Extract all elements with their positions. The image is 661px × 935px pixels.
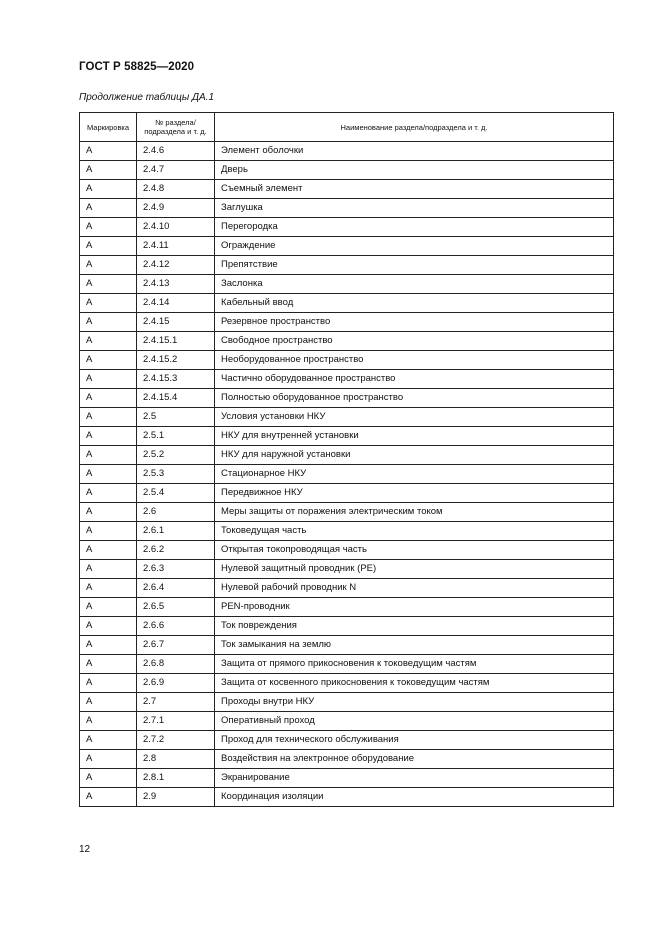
table-row (80, 655, 614, 674)
table-cell-marking: A (80, 313, 137, 332)
table-cell-marking: A (80, 617, 137, 636)
table-cell-section-number: 2.4.13 (137, 275, 215, 294)
table-cell-marking: A (80, 275, 137, 294)
table-cell-section-name: Съемный элемент (215, 180, 614, 199)
table-cell-section-number: 2.6.6 (137, 617, 215, 636)
table-cell-section-name: Элемент оболочки (215, 142, 614, 161)
table-cell-section-number: 2.6.1 (137, 522, 215, 541)
table-cell-section-name: PEN-проводник (215, 598, 614, 617)
table-cell-section-number: 2.5 (137, 408, 215, 427)
table-cell-section-name: Защита от косвенного прикосновения к токоведущим частям (215, 674, 614, 693)
table-cell-marking: A (80, 788, 137, 807)
table-row (80, 693, 614, 712)
table-cell-section-name: Частично оборудованное пространство (215, 370, 614, 389)
table-row (80, 275, 614, 294)
table-row (80, 560, 614, 579)
table-row (80, 256, 614, 275)
table-cell-section-number: 2.6.3 (137, 560, 215, 579)
table-cell-section-number: 2.4.15.4 (137, 389, 215, 408)
table-cell-section-number: 2.8.1 (137, 769, 215, 788)
table-cell-section-name: Заслонка (215, 275, 614, 294)
table-cell-section-number: 2.6.2 (137, 541, 215, 560)
table-cell-marking: A (80, 161, 137, 180)
table-cell-section-name: Перегородка (215, 218, 614, 237)
table-cell-section-name: Проход для технического обслуживания (215, 731, 614, 750)
table-cell-marking: A (80, 579, 137, 598)
table-cell-marking: A (80, 389, 137, 408)
column-header-marking: Маркировка (80, 113, 137, 142)
table-cell-marking: A (80, 560, 137, 579)
table-row (80, 218, 614, 237)
table-row (80, 446, 614, 465)
terms-table (79, 112, 614, 807)
table-cell-section-number: 2.7 (137, 693, 215, 712)
table-cell-marking: A (80, 351, 137, 370)
table-row (80, 199, 614, 218)
table-cell-marking: A (80, 142, 137, 161)
table-cell-section-number: 2.7.1 (137, 712, 215, 731)
table-cell-section-name: НКУ для наружной установки (215, 446, 614, 465)
table-cell-section-name: Стационарное НКУ (215, 465, 614, 484)
table-cell-section-name: Воздействия на электронное оборудование (215, 750, 614, 769)
table-cell-marking: A (80, 655, 137, 674)
table-cell-section-name: Защита от прямого прикосновения к токоведущим частям (215, 655, 614, 674)
table-cell-marking: A (80, 332, 137, 351)
column-header-section-number: № раздела/ подраздела и т. д. (137, 113, 215, 142)
table-cell-section-number: 2.4.12 (137, 256, 215, 275)
table-cell-section-name: Необорудованное пространство (215, 351, 614, 370)
table-cell-section-name: Меры защиты от поражения электрическим током (215, 503, 614, 522)
table-cell-section-number: 2.8 (137, 750, 215, 769)
table-cell-marking: A (80, 712, 137, 731)
table-cell-marking: A (80, 370, 137, 389)
table-cell-section-name: Полностью оборудованное пространство (215, 389, 614, 408)
table-cell-marking: A (80, 598, 137, 617)
table-row (80, 313, 614, 332)
table-cell-section-number: 2.4.10 (137, 218, 215, 237)
table-row (80, 408, 614, 427)
table-cell-section-number: 2.4.9 (137, 199, 215, 218)
table-cell-section-number: 2.6.4 (137, 579, 215, 598)
table-row (80, 465, 614, 484)
table-cell-marking: A (80, 446, 137, 465)
table-row (80, 541, 614, 560)
table-cell-marking: A (80, 408, 137, 427)
table-row (80, 389, 614, 408)
table-cell-marking: A (80, 427, 137, 446)
table-row (80, 636, 614, 655)
table-cell-marking: A (80, 731, 137, 750)
table-row (80, 731, 614, 750)
table-cell-marking: A (80, 484, 137, 503)
table-cell-section-name: Кабельный ввод (215, 294, 614, 313)
table-row (80, 370, 614, 389)
table-cell-section-name: Ток замыкания на землю (215, 636, 614, 655)
table-cell-section-name: Нулевой защитный проводник (РЕ) (215, 560, 614, 579)
page-number: 12 (79, 844, 91, 855)
table-cell-section-number: 2.4.7 (137, 161, 215, 180)
table-cell-section-name: Ток повреждения (215, 617, 614, 636)
table-cell-section-number: 2.6.5 (137, 598, 215, 617)
table-row (80, 598, 614, 617)
table-cell-marking: A (80, 199, 137, 218)
table-row (80, 579, 614, 598)
table-cell-section-name: Дверь (215, 161, 614, 180)
table-row (80, 712, 614, 731)
table-cell-section-name: Координация изоляции (215, 788, 614, 807)
table-cell-marking: A (80, 750, 137, 769)
table-cell-marking: A (80, 465, 137, 484)
table-cell-section-number: 2.9 (137, 788, 215, 807)
table-cell-section-number: 2.4.14 (137, 294, 215, 313)
table-cell-section-name: Препятствие (215, 256, 614, 275)
table-cell-marking: A (80, 218, 137, 237)
table-row (80, 427, 614, 446)
table-cell-marking: A (80, 541, 137, 560)
table-cell-section-number: 2.6.7 (137, 636, 215, 655)
table-row (80, 180, 614, 199)
table-row (80, 332, 614, 351)
table-cell-section-number: 2.5.1 (137, 427, 215, 446)
table-row (80, 674, 614, 693)
table-cell-section-number: 2.4.15 (137, 313, 215, 332)
table-cell-section-name: Оперативный проход (215, 712, 614, 731)
table-row (80, 237, 614, 256)
table-cell-section-number: 2.4.15.1 (137, 332, 215, 351)
table-cell-section-number: 2.5.3 (137, 465, 215, 484)
table-cell-marking: A (80, 693, 137, 712)
table-cell-section-name: Свободное пространство (215, 332, 614, 351)
table-row (80, 161, 614, 180)
table-cell-marking: A (80, 522, 137, 541)
table-cell-section-name: Открытая токопроводящая часть (215, 541, 614, 560)
table-cell-section-number: 2.4.15.3 (137, 370, 215, 389)
table-row (80, 750, 614, 769)
table-cell-section-name: Токоведущая часть (215, 522, 614, 541)
table-cell-marking: A (80, 674, 137, 693)
table-cell-section-name: НКУ для внутренней установки (215, 427, 614, 446)
table-cell-marking: A (80, 237, 137, 256)
document-header: ГОСТ Р 58825—2020 (79, 61, 195, 73)
table-cell-section-number: 2.5.4 (137, 484, 215, 503)
table-row (80, 351, 614, 370)
table-cell-section-number: 2.6.9 (137, 674, 215, 693)
table-cell-section-number: 2.6 (137, 503, 215, 522)
table-cell-marking: A (80, 180, 137, 199)
table-cell-section-name: Условия установки НКУ (215, 408, 614, 427)
table-cell-marking: A (80, 769, 137, 788)
table-cell-section-number: 2.4.6 (137, 142, 215, 161)
table-cell-section-number: 2.7.2 (137, 731, 215, 750)
table-cell-marking: A (80, 636, 137, 655)
table-cell-section-name: Нулевой рабочий проводник N (215, 579, 614, 598)
table-cell-section-number: 2.6.8 (137, 655, 215, 674)
table-row (80, 503, 614, 522)
table-cell-marking: A (80, 503, 137, 522)
table-cell-section-name: Заглушка (215, 199, 614, 218)
table-caption: Продолжение таблицы ДА.1 (79, 92, 215, 103)
table-row (80, 788, 614, 807)
table-cell-marking: A (80, 294, 137, 313)
table-cell-section-name: Экранирование (215, 769, 614, 788)
table-row (80, 484, 614, 503)
table-cell-section-name: Передвижное НКУ (215, 484, 614, 503)
table-row (80, 522, 614, 541)
table-body (80, 142, 614, 807)
table-cell-marking: A (80, 256, 137, 275)
table-cell-section-name: Ограждение (215, 237, 614, 256)
table-cell-section-name: Резервное пространство (215, 313, 614, 332)
table-cell-section-number: 2.4.8 (137, 180, 215, 199)
table-cell-section-number: 2.5.2 (137, 446, 215, 465)
table-row (80, 617, 614, 636)
table-cell-section-number: 2.4.15.2 (137, 351, 215, 370)
table-row (80, 142, 614, 161)
table-row (80, 769, 614, 788)
table-header-row (80, 113, 614, 142)
table-cell-section-name: Проходы внутри НКУ (215, 693, 614, 712)
table-cell-section-number: 2.4.11 (137, 237, 215, 256)
table-row (80, 294, 614, 313)
column-header-section-name: Наименование раздела/подраздела и т. д. (215, 113, 614, 142)
